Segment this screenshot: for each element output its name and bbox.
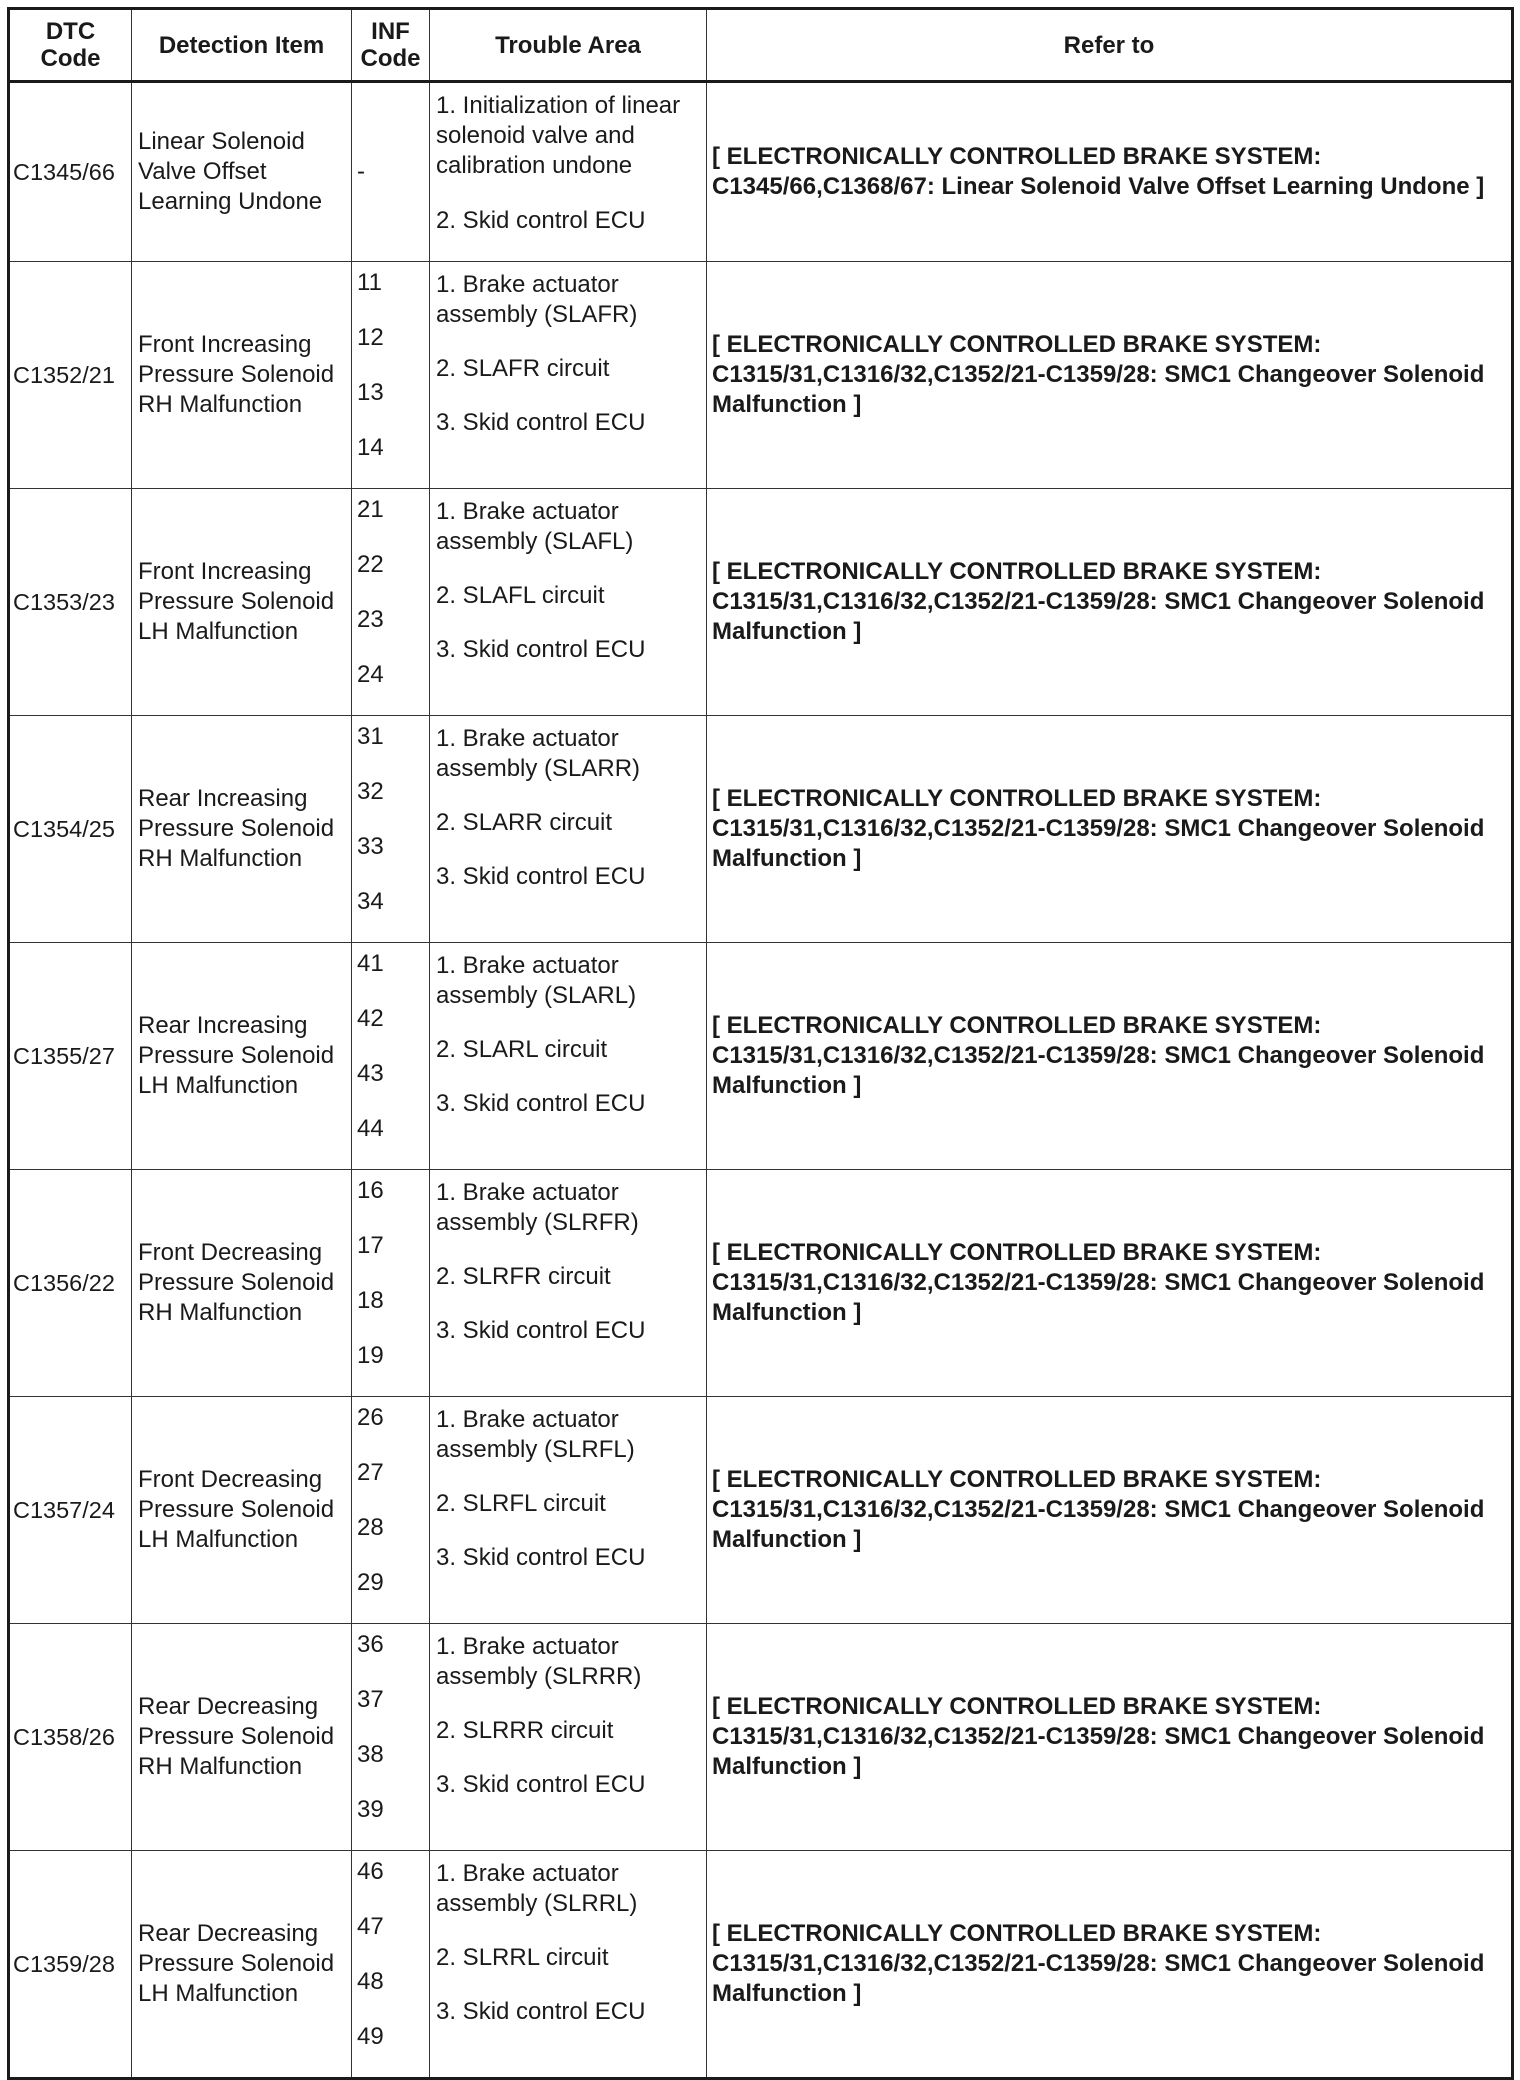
table-row <box>9 1397 1513 1624</box>
detection-item-line: Rear Increasing <box>138 1012 308 1039</box>
inf-code-cell <box>352 1170 430 1397</box>
trouble-area-item: 3. Skid control ECU <box>436 1090 646 1117</box>
trouble-area-item: 1. Brake actuator assembly (SLAFL) <box>436 498 634 555</box>
detection-item-line: Pressure Solenoid <box>138 1269 335 1296</box>
detection-item-line: Pressure Solenoid <box>138 361 335 388</box>
detection-item-cell <box>132 82 352 262</box>
table-row <box>9 943 1513 1170</box>
inf-code-cell <box>352 1397 430 1624</box>
refer-to-link[interactable]: [ ELECTRONICALLY CONTROLLED BRAKE SYSTEM: C1315/31,C1316/32,C1352/21-C1359/28: SMC1 Changeover Solenoid Malfunction ] <box>707 1397 1513 1624</box>
inf-code-value: 14 <box>357 434 384 461</box>
detection-item-line: Pressure Solenoid <box>138 1496 335 1523</box>
inf-code-value: 31 <box>357 723 384 750</box>
detection-item-line: Pressure Solenoid <box>138 815 335 842</box>
trouble-area-cell <box>430 262 707 489</box>
trouble-area-item: 2. SLRFL circuit <box>436 1490 606 1517</box>
inf-code-value: 39 <box>357 1796 384 1823</box>
detection-item-line: RH Malfunction <box>138 391 303 418</box>
dtc-code-cell: C1356/22 <box>9 1170 132 1397</box>
inf-code-value: 17 <box>357 1232 384 1259</box>
detection-item-line: Learning Undone <box>138 188 323 215</box>
table-row <box>9 1170 1513 1397</box>
inf-code-value: 47 <box>357 1913 384 1940</box>
trouble-area-cell <box>430 1851 707 2079</box>
trouble-area-item: 1. Brake actuator assembly (SLARL) <box>436 952 637 1009</box>
detection-item-line: RH Malfunction <box>138 1299 303 1326</box>
inf-code-cell <box>352 716 430 943</box>
trouble-area-item: 3. Skid control ECU <box>436 1317 646 1344</box>
trouble-area-item: 2. SLRRR circuit <box>436 1717 614 1744</box>
inf-code-cell <box>352 1851 430 2079</box>
trouble-area-item: 2. SLRFR circuit <box>436 1263 611 1290</box>
detection-item-line: Front Increasing <box>138 558 312 585</box>
dtc-code-cell: C1352/21 <box>9 262 132 489</box>
inf-code-value: 16 <box>357 1177 384 1204</box>
trouble-area-item: 1. Brake actuator assembly (SLRFR) <box>436 1179 639 1236</box>
inf-code-cell <box>352 943 430 1170</box>
refer-to-link[interactable]: [ ELECTRONICALLY CONTROLLED BRAKE SYSTEM: C1315/31,C1316/32,C1352/21-C1359/28: SMC1 Changeover Solenoid Malfunction ] <box>707 262 1513 489</box>
detection-item-line: LH Malfunction <box>138 1980 299 2007</box>
trouble-area-cell <box>430 1397 707 1624</box>
table-row <box>9 1624 1513 1851</box>
trouble-area-item: 1. Brake actuator assembly (SLRRL) <box>436 1860 638 1917</box>
refer-to-link[interactable]: [ ELECTRONICALLY CONTROLLED BRAKE SYSTEM: C1315/31,C1316/32,C1352/21-C1359/28: SMC1 Changeover Solenoid Malfunction ] <box>707 1851 1513 2079</box>
inf-code-value: 32 <box>357 778 384 805</box>
inf-code-value: 24 <box>357 661 384 688</box>
trouble-area-cell <box>430 82 707 262</box>
detection-item-line: Front Increasing <box>138 331 312 358</box>
detection-item-cell <box>132 943 352 1170</box>
header-refer-to: Refer to <box>707 9 1513 82</box>
trouble-area-item: 1. Brake actuator assembly (SLRRR) <box>436 1633 642 1690</box>
header-detection-item: Detection Item <box>132 9 352 82</box>
inf-code-value: 46 <box>357 1858 384 1885</box>
trouble-area-item: 3. Skid control ECU <box>436 863 646 890</box>
inf-code-value: 48 <box>357 1968 384 1995</box>
detection-item-line: LH Malfunction <box>138 618 299 645</box>
trouble-area-item: 2. SLRRL circuit <box>436 1944 609 1971</box>
trouble-area-item: 3. Skid control ECU <box>436 1998 646 2025</box>
inf-code-value: 26 <box>357 1404 384 1431</box>
trouble-area-item: 1. Brake actuator assembly (SLARR) <box>436 725 641 782</box>
inf-code-value: 23 <box>357 606 384 633</box>
trouble-area-cell <box>430 943 707 1170</box>
header-trouble-area: Trouble Area <box>430 9 707 82</box>
header-dtc-line-1: DTC <box>45 18 96 45</box>
table-row <box>9 82 1513 262</box>
detection-item-cell <box>132 1170 352 1397</box>
dtc-code-cell: C1353/23 <box>9 489 132 716</box>
inf-code-cell <box>352 82 430 262</box>
inf-code-value: 28 <box>357 1514 384 1541</box>
dtc-code-cell: C1355/27 <box>9 943 132 1170</box>
trouble-area-item: 2. SLARR circuit <box>436 809 613 836</box>
dtc-table <box>7 7 1514 2080</box>
inf-code-value: 43 <box>357 1060 384 1087</box>
inf-code-value: 44 <box>357 1115 384 1142</box>
detection-item-line: Pressure Solenoid <box>138 1950 335 1977</box>
header-dtc-code <box>9 9 132 82</box>
table-header <box>9 9 1513 82</box>
inf-code-value: - <box>357 158 365 185</box>
trouble-area-cell <box>430 1170 707 1397</box>
header-dtc-line-2: Code <box>40 45 101 72</box>
inf-code-value: 18 <box>357 1287 384 1314</box>
inf-code-value: 22 <box>357 551 384 578</box>
trouble-area-item: 2. SLAFR circuit <box>436 355 610 382</box>
detection-item-line: Rear Increasing <box>138 785 308 812</box>
trouble-area-cell <box>430 716 707 943</box>
header-row <box>9 9 1513 82</box>
refer-to-link[interactable]: [ ELECTRONICALLY CONTROLLED BRAKE SYSTEM: C1315/31,C1316/32,C1352/21-C1359/28: SMC1 Changeover Solenoid Malfunction ] <box>707 716 1513 943</box>
inf-code-value: 38 <box>357 1741 384 1768</box>
detection-item-line: Rear Decreasing <box>138 1920 319 1947</box>
detection-item-line: RH Malfunction <box>138 1753 303 1780</box>
detection-item-line: Pressure Solenoid <box>138 1042 335 1069</box>
dtc-code-cell: C1345/66 <box>9 82 132 262</box>
table-row <box>9 262 1513 489</box>
trouble-area-item: 3. Skid control ECU <box>436 1771 646 1798</box>
table-row <box>9 489 1513 716</box>
inf-code-value: 29 <box>357 1569 384 1596</box>
detection-item-line: LH Malfunction <box>138 1072 299 1099</box>
inf-code-value: 34 <box>357 888 384 915</box>
detection-item-cell <box>132 1624 352 1851</box>
inf-code-cell <box>352 489 430 716</box>
trouble-area-item: 2. Skid control ECU <box>436 207 646 234</box>
header-inf-line-1: INF <box>371 18 410 45</box>
trouble-area-item: 1. Brake actuator assembly (SLAFR) <box>436 271 638 328</box>
detection-item-cell <box>132 489 352 716</box>
inf-code-cell <box>352 262 430 489</box>
table-row <box>9 716 1513 943</box>
inf-code-value: 27 <box>357 1459 384 1486</box>
detection-item-line: Front Decreasing <box>138 1239 323 1266</box>
dtc-code-cell: C1358/26 <box>9 1624 132 1851</box>
trouble-area-item: 1. Initialization of linear solenoid valve and calibration undone <box>436 92 681 179</box>
detection-item-line: LH Malfunction <box>138 1526 299 1553</box>
trouble-area-cell <box>430 489 707 716</box>
trouble-area-item: 2. SLAFL circuit <box>436 582 605 609</box>
dtc-code-cell: C1354/25 <box>9 716 132 943</box>
trouble-area-item: 3. Skid control ECU <box>436 636 646 663</box>
refer-to-link[interactable]: [ ELECTRONICALLY CONTROLLED BRAKE SYSTEM: C1315/31,C1316/32,C1352/21-C1359/28: SMC1 Changeover Solenoid Malfunction ] <box>707 1170 1513 1397</box>
trouble-area-item: 3. Skid control ECU <box>436 1544 646 1571</box>
inf-code-cell <box>352 1624 430 1851</box>
inf-code-value: 49 <box>357 2023 384 2050</box>
inf-code-value: 21 <box>357 496 384 523</box>
refer-to-link[interactable]: [ ELECTRONICALLY CONTROLLED BRAKE SYSTEM: C1315/31,C1316/32,C1352/21-C1359/28: SMC1 Changeover Solenoid Malfunction ] <box>707 489 1513 716</box>
table-body <box>9 82 1513 2079</box>
detection-item-cell <box>132 716 352 943</box>
inf-code-value: 41 <box>357 950 384 977</box>
header-inf-line-2: Code <box>360 45 421 72</box>
inf-code-value: 11 <box>357 269 382 296</box>
inf-code-value: 33 <box>357 833 384 860</box>
refer-to-link[interactable]: [ ELECTRONICALLY CONTROLLED BRAKE SYSTEM: C1315/31,C1316/32,C1352/21-C1359/28: SMC1 Changeover Solenoid Malfunction ] <box>707 943 1513 1170</box>
refer-to-link[interactable]: [ ELECTRONICALLY CONTROLLED BRAKE SYSTEM: C1315/31,C1316/32,C1352/21-C1359/28: SMC1 Changeover Solenoid Malfunction ] <box>707 1624 1513 1851</box>
refer-to-link[interactable]: [ ELECTRONICALLY CONTROLLED BRAKE SYSTEM: C1345/66,C1368/67: Linear Solenoid Valve Offset Learning Undone ] <box>707 82 1513 262</box>
dtc-code-cell: C1359/28 <box>9 1851 132 2079</box>
inf-code-value: 12 <box>357 324 384 351</box>
inf-code-value: 13 <box>357 379 384 406</box>
detection-item-line: Front Decreasing <box>138 1466 323 1493</box>
header-inf-code <box>352 9 430 82</box>
trouble-area-cell <box>430 1624 707 1851</box>
trouble-area-item: 1. Brake actuator assembly (SLRFL) <box>436 1406 635 1463</box>
inf-code-value: 36 <box>357 1631 384 1658</box>
detection-item-line: Valve Offset <box>138 158 267 185</box>
detection-item-line: Linear Solenoid <box>138 128 305 155</box>
detection-item-cell <box>132 1397 352 1624</box>
inf-code-value: 37 <box>357 1686 384 1713</box>
detection-item-cell <box>132 1851 352 2079</box>
detection-item-line: Rear Decreasing <box>138 1693 319 1720</box>
trouble-area-item: 3. Skid control ECU <box>436 409 646 436</box>
inf-code-value: 42 <box>357 1005 384 1032</box>
detection-item-line: Pressure Solenoid <box>138 588 335 615</box>
detection-item-line: RH Malfunction <box>138 845 303 872</box>
inf-code-value: 19 <box>357 1342 384 1369</box>
table-row <box>9 1851 1513 2079</box>
dtc-code-cell: C1357/24 <box>9 1397 132 1624</box>
detection-item-cell <box>132 262 352 489</box>
trouble-area-item: 2. SLARL circuit <box>436 1036 608 1063</box>
detection-item-line: Pressure Solenoid <box>138 1723 335 1750</box>
